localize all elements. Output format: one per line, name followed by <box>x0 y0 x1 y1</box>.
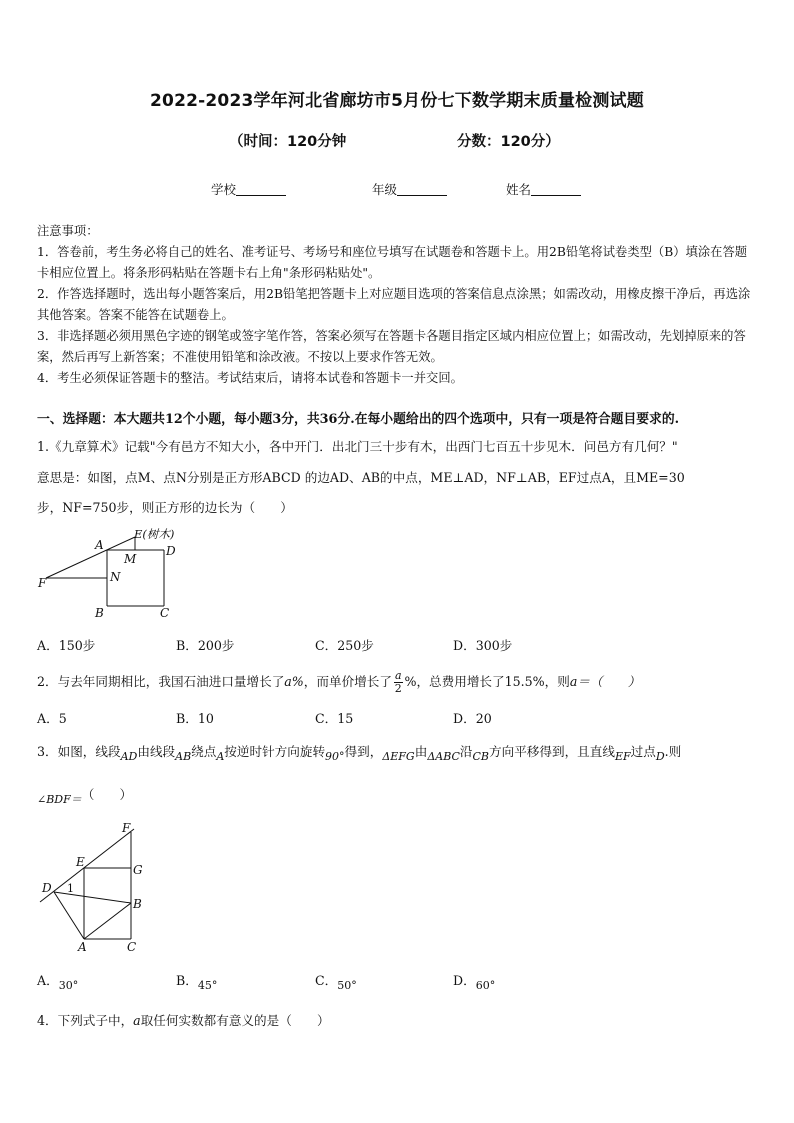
q2-option-a[interactable]: A．5 <box>37 711 67 726</box>
note-item: 1．答卷前，考生务必将自己的姓名、准考证号、考场号和座位号填写在试题卷和答题卡上。用2B铅笔将试卷类型（B）填涂在答题卡相应位置上。将条形码粘贴在答题卡右上角"条形码粘贴处"。 <box>37 245 748 280</box>
q3-label-g: G <box>133 863 143 877</box>
q2-option-b[interactable]: B．10 <box>176 711 214 726</box>
q1-figure <box>30 525 200 625</box>
q3-math: EF <box>614 750 631 763</box>
q3-math: AD <box>120 750 138 763</box>
q3-math: ΔABC <box>427 750 460 763</box>
q3-text: .则 <box>664 744 682 759</box>
q1-label-b: B <box>95 606 104 620</box>
q2-stem <box>37 670 640 695</box>
q3-option-value: 45° <box>197 979 218 992</box>
q3-text: 沿 <box>459 744 473 759</box>
q3-text: 3．如图，线段 <box>37 744 121 759</box>
grade-field <box>372 180 447 198</box>
q3-text: 方向平移得到，且直线 <box>489 744 615 759</box>
q2-frac-den: 2 <box>394 682 402 695</box>
q4-var: a <box>133 1013 141 1028</box>
name-blank <box>531 183 581 196</box>
q2-text-b: ，而单价增长了 <box>303 674 392 689</box>
q3-math: D <box>655 750 665 763</box>
q3-label-d: D <box>42 881 52 895</box>
q3-label-b: B <box>133 897 142 911</box>
q3-option-value: 30° <box>58 979 79 992</box>
q2-option-d[interactable]: D．20 <box>453 711 492 726</box>
q1-option-b[interactable]: B．200步 <box>176 638 235 653</box>
q2-text-d: a＝（ ） <box>569 674 641 689</box>
q1-label-c: C <box>160 606 170 620</box>
q3-option-letter: B． <box>176 973 198 988</box>
q3-math: 90° <box>325 750 345 763</box>
q3-option-value: 50° <box>337 979 357 992</box>
q3-option-letter: D． <box>453 973 476 988</box>
q1-label-d: D <box>166 544 176 558</box>
q3-option-a[interactable] <box>37 970 78 992</box>
q3-label-a: A <box>78 940 87 954</box>
grade-blank <box>397 183 447 196</box>
q3-option-b[interactable] <box>176 970 217 992</box>
q3-option-letter: A． <box>37 973 59 988</box>
q3-option-value: 60° <box>475 979 496 992</box>
q3-text: 由线段 <box>137 744 176 759</box>
q2-text-a: 2．与去年同期相比，我国石油进口量增长了 <box>37 674 285 689</box>
q2-text-c: %，总费用增长了15.5%，则 <box>404 674 570 689</box>
q3-label-1: 1 <box>67 882 74 895</box>
school-blank <box>236 183 286 196</box>
q3-line2 <box>37 784 132 807</box>
q3-label-f: F <box>122 821 131 835</box>
exam-score: 分数：120分） <box>457 134 560 150</box>
grade-label: 年级 <box>372 182 398 197</box>
school-label: 学校 <box>211 182 237 197</box>
q1-label-m: M <box>124 552 137 566</box>
q3-text: 按逆时针方向旋转 <box>224 744 326 759</box>
q1-line3: 步，NF=750步，则正方形的边长为（ ） <box>37 500 293 515</box>
q3-math: ΔEFG <box>382 750 415 763</box>
note-item: 2．作答选择题时，选出每小题答案后，用2B铅笔把答题卡上对应题目选项的答案信息点涂黑；如需改动，用橡皮擦干净后，再选涂其他答案。答案不能答在试题卷上。 <box>37 287 751 322</box>
q1-line1: 1.《九章算术》记载"今有邑方不知大小，各中开门．出北门三十步有木，出西门七百五十步见木．问邑方有几何？" <box>37 439 678 454</box>
q4-text-a: 4．下列式子中， <box>37 1013 134 1028</box>
q3-math: A <box>216 750 225 763</box>
q3-math: CB <box>472 750 490 763</box>
q2-frac-num: a <box>394 669 402 682</box>
q2-fraction <box>394 670 403 695</box>
q1-line2: 意思是：如图，点M、点N分别是正方形ABCD 的边AD、AB的中点，ME⊥AD，NF⊥AB，EF过点A，且ME=30 <box>37 470 685 485</box>
notes-block <box>37 221 759 389</box>
section-heading: 一、选择题：本大题共12个小题，每小题3分，共36分.在每小题给出的四个选项中，只有一项是符合题目要求的. <box>37 412 680 427</box>
note-item: 3．非选择题必须用黑色字迹的钢笔或签字笔作答，答案必须写在答题卡各题目指定区域内相应位置上；如需改动，先划掉原来的答案，然后再写上新答案；不准使用铅笔和涂改液。不按以上要求作答无效。 <box>37 329 746 364</box>
note-item: 4．考生必须保证答题卡的整洁。考试结束后，请将本试卷和答题卡一并交回。 <box>37 371 463 385</box>
notes-heading: 注意事项： <box>37 224 99 238</box>
q1-label-f: F <box>38 576 47 590</box>
q2-var-a: a% <box>284 674 304 689</box>
q3-stem <box>37 741 681 763</box>
q1-option-a[interactable]: A．150步 <box>37 638 96 653</box>
q3-text: 得到， <box>344 744 383 759</box>
q3-figure <box>36 820 161 960</box>
exam-title: 2022-2023学年河北省廊坊市5月份七下数学期末质量检测试题 <box>150 91 644 111</box>
q1-label-n: N <box>110 570 121 584</box>
q3-text: 由 <box>414 744 428 759</box>
q1-label-a: A <box>95 538 104 552</box>
q3-text: 过点 <box>630 744 656 759</box>
name-label: 姓名 <box>506 182 532 197</box>
q3-option-c[interactable] <box>315 970 357 992</box>
q3-label-e: E <box>76 855 85 869</box>
q3-label-c: C <box>127 940 137 954</box>
q1-label-e: E(树木) <box>134 527 175 541</box>
q1-option-c[interactable]: C．250步 <box>315 638 374 653</box>
q4-stem <box>37 1010 330 1029</box>
q4-text-b: 取任何实数都有意义的是（ ） <box>140 1013 330 1028</box>
q1-option-d[interactable]: D．300步 <box>453 638 513 653</box>
q3-angle: ∠BDF＝ <box>37 793 82 806</box>
exam-time: （时间：120分钟 <box>229 134 347 150</box>
q3-blank: （ ） <box>81 787 133 802</box>
q3-math: AB <box>175 750 192 763</box>
q2-option-c[interactable]: C．15 <box>315 711 354 726</box>
q3-text: 绕点 <box>191 744 217 759</box>
name-field <box>506 180 581 198</box>
q3-option-letter: C． <box>315 973 338 988</box>
q3-option-d[interactable] <box>453 970 495 992</box>
school-field <box>211 180 286 198</box>
